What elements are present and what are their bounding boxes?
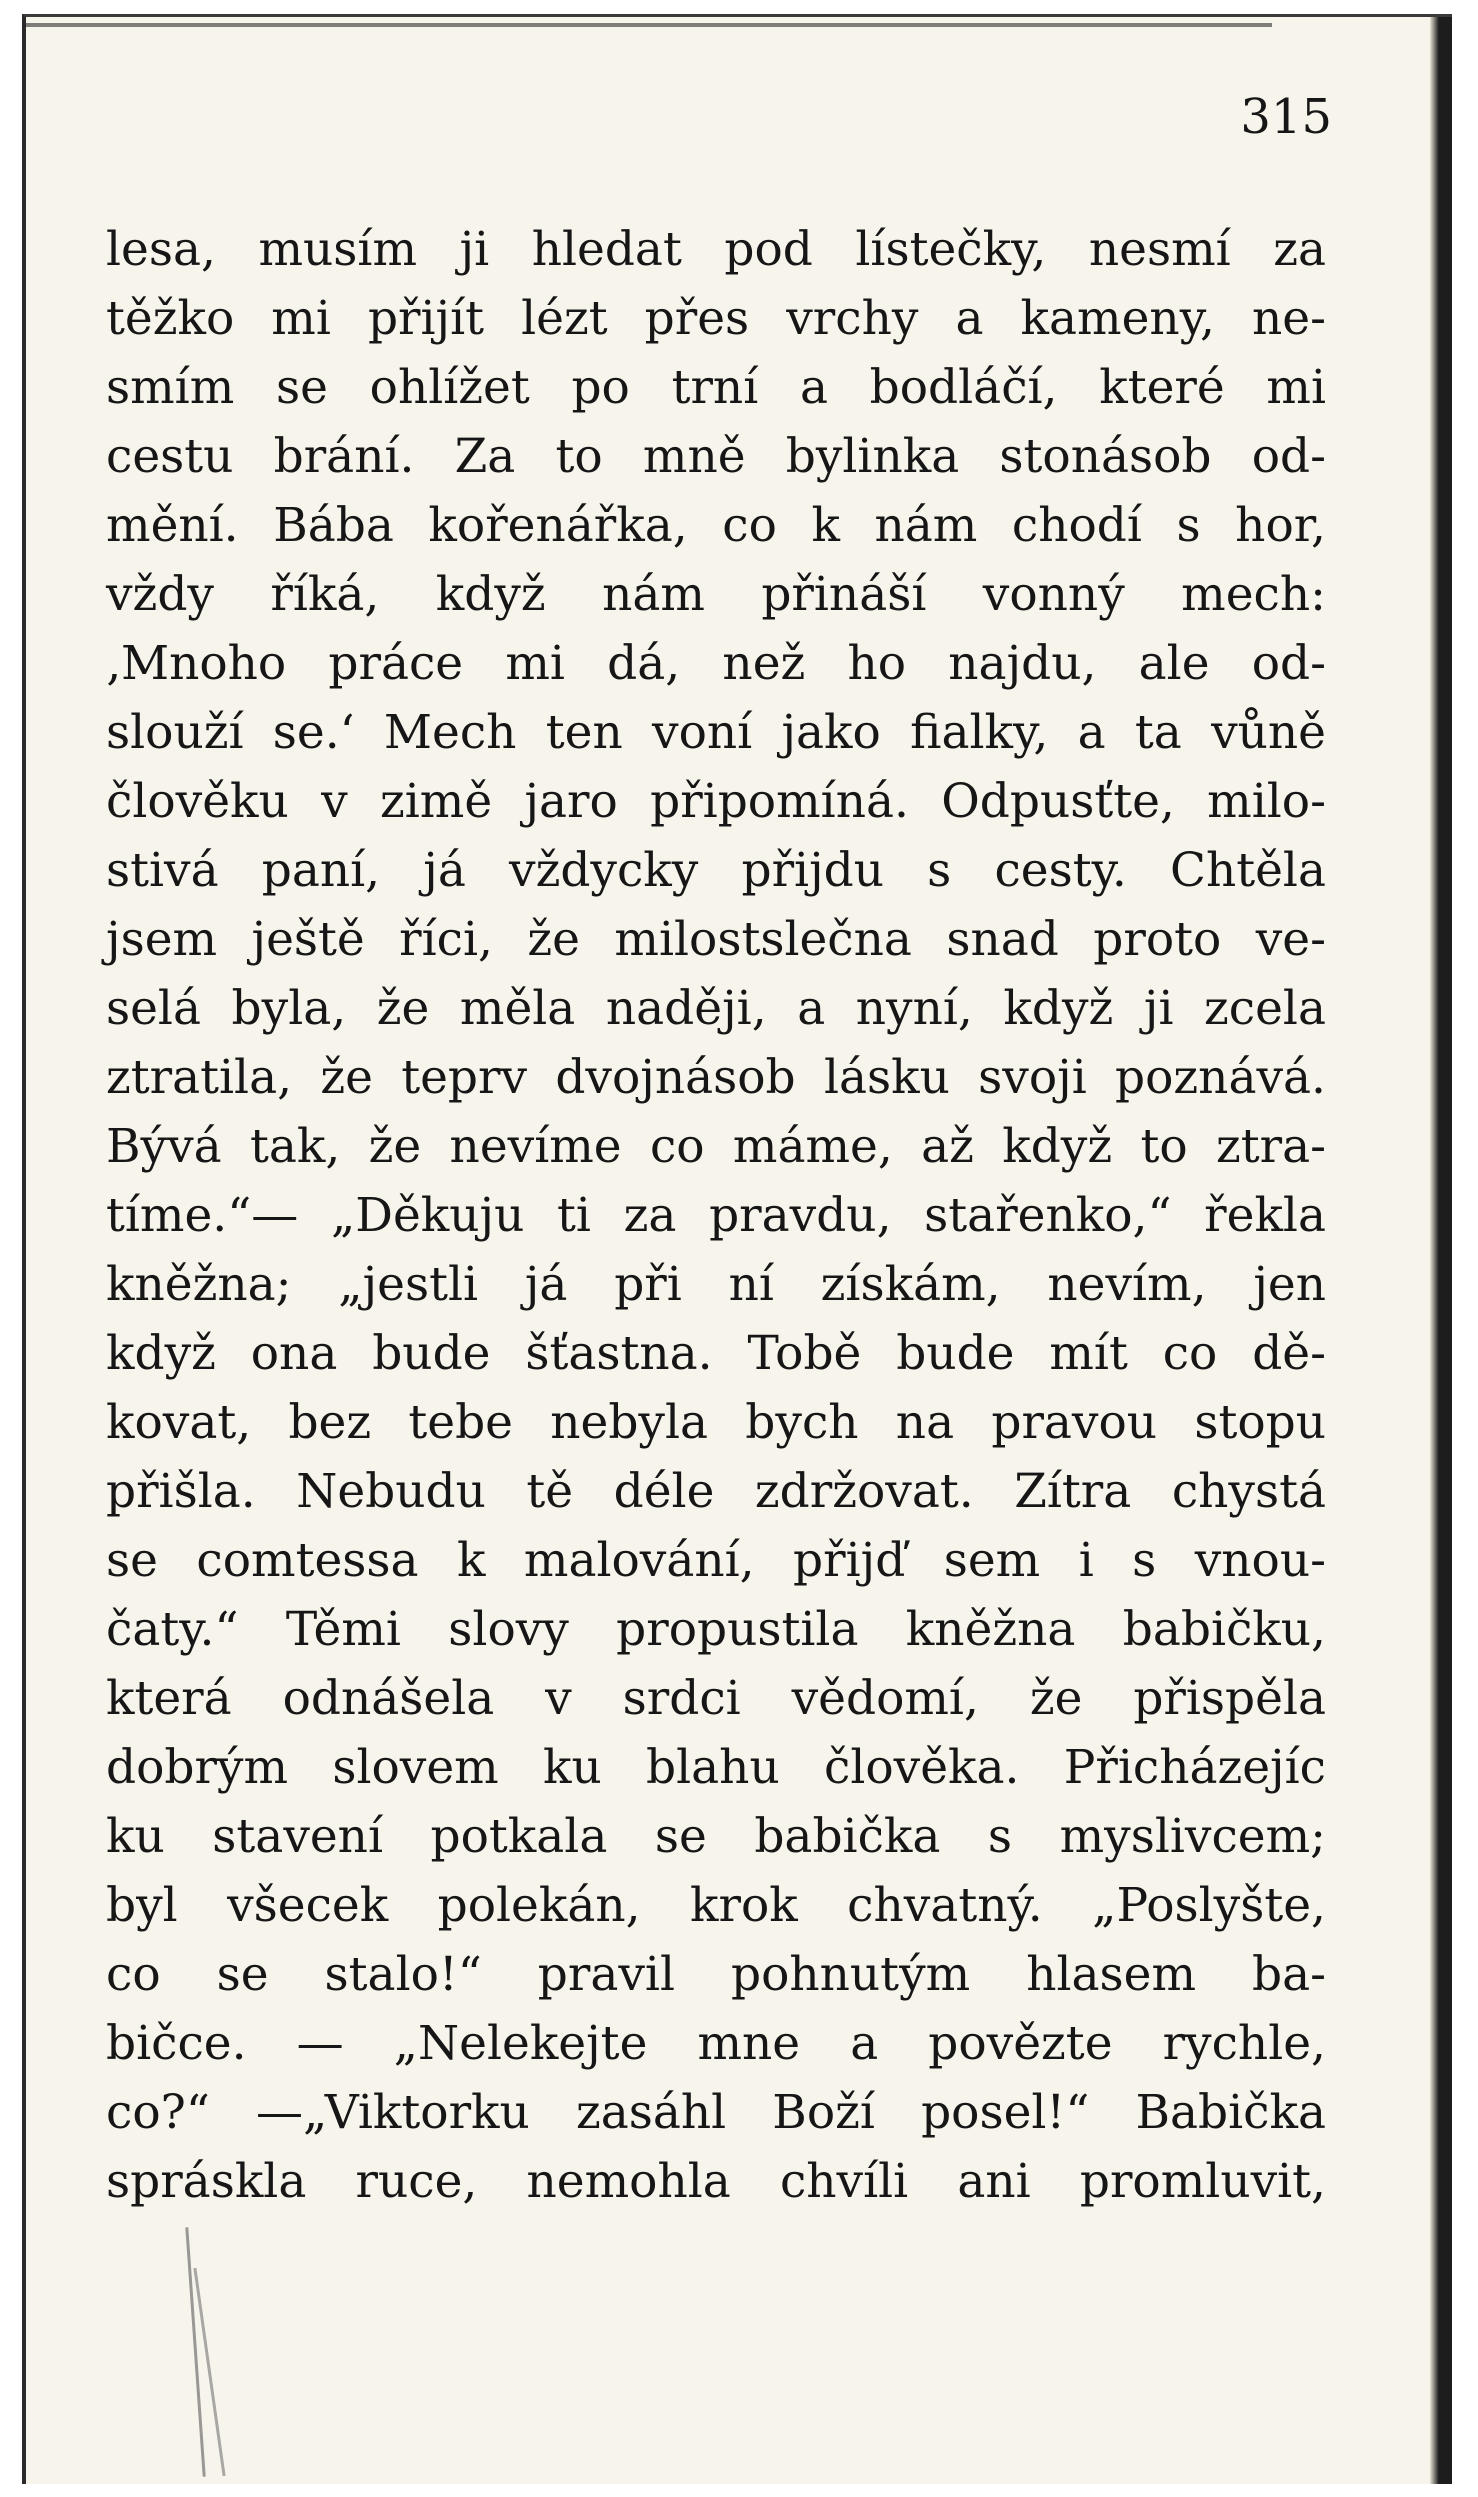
text-line: smím se ohlížet po trní a bodláčí, které mi bbox=[106, 360, 1326, 415]
text-line: vždy říká, když nám přináší vonný mech: bbox=[106, 567, 1326, 622]
text-line: přišla. Nebudu tě déle zdržovat. Zítra chystá bbox=[106, 1464, 1326, 1519]
text-line: těžko mi přijít lézt přes vrchy a kameny, ne- bbox=[106, 291, 1326, 346]
text-line: kovat, bez tebe nebyla bych na pravou stopu bbox=[106, 1395, 1326, 1450]
text-line: ztratila, že teprv dvojnásob lásku svoji poznává. bbox=[106, 1050, 1326, 1105]
text-line: co?“ —„Viktorku zasáhl Boží posel!“ Babička bbox=[106, 2085, 1326, 2140]
body-text bbox=[106, 215, 1326, 2216]
text-line: slouží se.‘ Mech ten voní jako fialky, a ta vůně bbox=[106, 705, 1326, 760]
text-line: cestu brání. Za to mně bylinka stonásob od- bbox=[106, 429, 1326, 484]
text-line: kněžna; „jestli já při ní získám, nevím, jen bbox=[106, 1257, 1326, 1312]
book-page bbox=[22, 14, 1452, 2484]
text-line: mění. Bába kořenářka, co k nám chodí s hor, bbox=[106, 498, 1326, 553]
scan-scratch bbox=[185, 2227, 205, 2477]
text-line: člověku v zimě jaro připomíná. Odpusťte, milo- bbox=[106, 774, 1326, 829]
text-line: ‚Mnoho práce mi dá, než ho najdu, ale od- bbox=[106, 636, 1326, 691]
text-line: která odnášela v srdci vědomí, že přispěla bbox=[106, 1671, 1326, 1726]
text-line: se comtessa k malování, přijď sem i s vnou- bbox=[106, 1533, 1326, 1588]
text-line: spráskla ruce, nemohla chvíli ani promluvit, bbox=[106, 2154, 1326, 2209]
text-line: tíme.“— „Děkuju ti za pravdu, stařenko,“ řekla bbox=[106, 1188, 1326, 1243]
text-line: ku stavení potkala se babička s myslivcem; bbox=[106, 1809, 1326, 1864]
text-line: lesa, musím ji hledat pod lístečky, nesmí za bbox=[106, 222, 1326, 277]
page-edge-shadow bbox=[1430, 17, 1452, 2484]
text-line: bičce. — „Nelekejte mne a povězte rychle, bbox=[106, 2016, 1326, 2071]
page-number: 315 bbox=[1240, 89, 1332, 145]
text-line: dobrým slovem ku blahu člověka. Přicházejíc bbox=[106, 1740, 1326, 1795]
top-rule bbox=[26, 23, 1272, 27]
text-line: když ona bude šťastna. Tobě bude mít co dě- bbox=[106, 1326, 1326, 1381]
text-line: co se stalo!“ pravil pohnutým hlasem ba- bbox=[106, 1947, 1326, 2002]
text-line: byl všecek polekán, krok chvatný. „Poslyšte, bbox=[106, 1878, 1326, 1933]
text-line: jsem ještě říci, že milostslečna snad proto ve- bbox=[106, 912, 1326, 967]
text-line: stivá paní, já vždycky přijdu s cesty. Chtěla bbox=[106, 843, 1326, 898]
text-line: selá byla, že měla naději, a nyní, když ji zcela bbox=[106, 981, 1326, 1036]
text-line: čaty.“ Těmi slovy propustila kněžna babičku, bbox=[106, 1602, 1326, 1657]
text-line: Bývá tak, že nevíme co máme, až když to ztra- bbox=[106, 1119, 1326, 1174]
